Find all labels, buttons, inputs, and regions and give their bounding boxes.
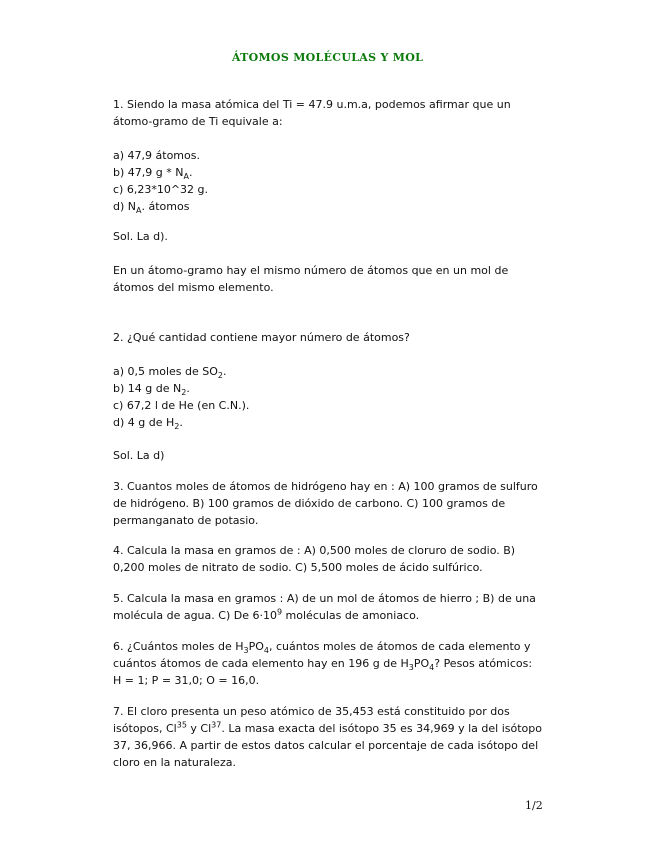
question-3-text: 3. Cuantos moles de átomos de hidrógeno hay en : A) 100 gramos de sulfuro de hidrógeno. B) 100 gramos de dióxido de carbono. C) 100 gramos de permanganato de potasio. <box>113 480 538 527</box>
option-d: d) 4 g de $H_2$. <box>113 416 183 432</box>
question-1 <box>113 96 543 130</box>
question-1-options <box>113 147 543 215</box>
question-2-solution: Sol. La d) <box>113 449 165 462</box>
question-5-text: 5. Calcula la masa en gramos : A) de un mol de átomos de hierro ; B) de una molécula de agua. C) De $6\cdot 10^9$ moléculas de amoniaco. <box>113 592 536 622</box>
option-c: c) 6,23*10^32 g. <box>113 183 209 196</box>
option-a: a) 0,5 moles de $SO_2$. <box>113 365 227 381</box>
option-c: c) 67,2 l de He (en C.N.). <box>113 399 250 412</box>
question-4-text: 4. Calcula la masa en gramos de : A) 0,500 moles de cloruro de sodio. B) 0,200 moles de nitrato de sodio. C) 5,500 moles de ácido sulfúrico. <box>113 544 516 574</box>
question-7-text: 7. El cloro presenta un peso atómico de 35,453 está constituido por dos isótopos, Cl$^{35}$ y Cl$^{37}$. La masa exacta del isótopo 35 es 34,969 y la del isótopo 37, 36,966. A partir de estos datos calcular el porcentaje de cada isótopo del cloro en la naturaleza. <box>113 705 542 769</box>
question-2-text: 2. ¿Qué cantidad contiene mayor número de átomos? <box>113 331 410 344</box>
page-title: ÁTOMOS MOLÉCULAS Y MOL <box>231 51 424 64</box>
question-1-text: 1. Siendo la masa atómica del Ti = 47.9 u.m.a, podemos afirmar que un átomo-gramo de Ti equivale a: <box>113 98 511 128</box>
option-a: a) 47,9 átomos. <box>113 149 200 162</box>
option-b: b) 14 g de $N_2$. <box>113 382 190 398</box>
question-2-options <box>113 363 543 431</box>
question-1-explanation: En un átomo-gramo hay el mismo número de átomos que en un mol de átomos del mismo elemento. <box>113 264 509 294</box>
page-number: 1/2 <box>525 799 543 812</box>
question-1-solution: Sol. La d). <box>113 230 168 243</box>
option-b: b) 47,9 g * $N_A$. <box>113 166 193 182</box>
question-6-text: 6. ¿Cuántos moles de $H_3PO_4$, cuántos moles de átomos de cada elemento y cuántos átomos de cada elemento hay en 196 g de $H_3PO_4$? Pesos atómicos: H = 1; P = 31,0; O = 16,0. <box>113 640 533 687</box>
option-d: d) $N_A$. átomos <box>113 200 190 216</box>
